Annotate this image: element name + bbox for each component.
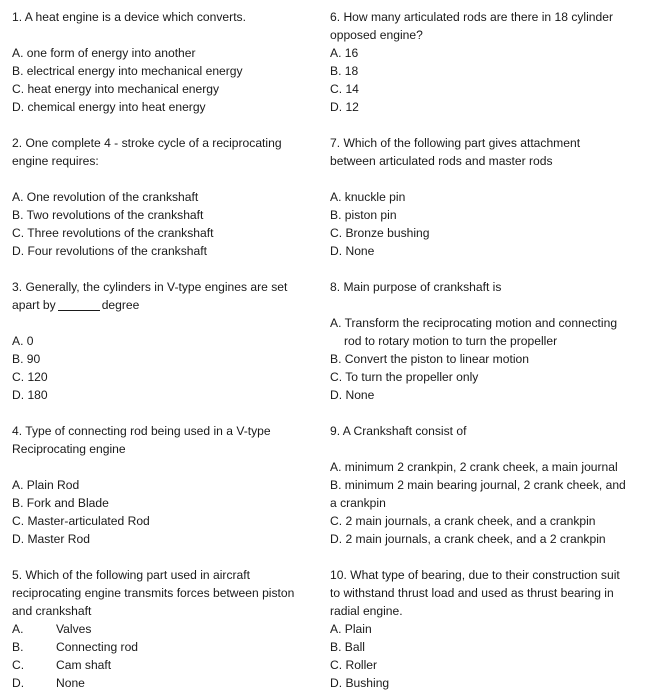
q10-option-b: B. Ball <box>330 640 365 654</box>
q9-option-a: A. minimum 2 crankpin, 2 crank cheek, a main journal <box>330 460 618 474</box>
q2-option-b: B. Two revolutions of the crankshaft <box>12 208 204 222</box>
q5-option-c-letter: C. <box>12 658 25 672</box>
q8-option-a: A. Transform the reciprocating motion and connecting <box>330 316 618 330</box>
q4-option-c: C. Master-articulated Rod <box>12 514 150 528</box>
q2-option-a: A. One revolution of the crankshaft <box>12 190 199 204</box>
question-10-cont2: radial engine. <box>330 604 403 618</box>
q5-option-b-text: Connecting rod <box>56 640 139 654</box>
q4-option-a: A. Plain Rod <box>12 478 80 492</box>
q5-option-b-letter: B. <box>12 640 24 654</box>
q5-option-d-text: None <box>56 676 85 690</box>
question-3-post: degree <box>101 298 140 312</box>
question-10-cont: to withstand thrust load and used as thrust bearing in <box>330 586 614 600</box>
q6-option-a: A. 16 <box>330 46 359 60</box>
right-column <box>330 8 642 692</box>
q1-option-c: C. heat energy into mechanical energy <box>12 82 220 96</box>
question-4-cont: Reciprocating engine <box>12 442 126 456</box>
q6-option-c: C. 14 <box>330 82 359 96</box>
question-2-cont: engine requires: <box>12 154 99 168</box>
q3-option-a: A. 0 <box>12 334 34 348</box>
q7-option-c: C. Bronze bushing <box>330 226 430 240</box>
q8-option-b: B. Convert the piston to linear motion <box>330 352 529 366</box>
q4-option-b: B. Fork and Blade <box>12 496 109 510</box>
q6-option-d: D. 12 <box>330 100 359 114</box>
q5-option-c-text: Cam shaft <box>56 658 112 672</box>
q3-option-b: B. 90 <box>12 352 41 366</box>
q4-option-d: D. Master Rod <box>12 532 90 546</box>
q5-option-c <box>12 656 318 674</box>
q8-option-c: C. To turn the propeller only <box>330 370 479 384</box>
q8-option-d: D. None <box>330 388 375 402</box>
question-1: 1. A heat engine is a device which converts. <box>12 10 246 24</box>
q5-option-b <box>12 638 318 656</box>
q5-option-a-letter: A. <box>12 622 24 636</box>
question-9: 9. A Crankshaft consist of <box>330 424 467 438</box>
q1-option-a: A. one form of energy into another <box>12 46 196 60</box>
question-2: 2. One complete 4 - stroke cycle of a reciprocating <box>12 136 282 150</box>
q5-option-a <box>12 620 318 638</box>
question-3-pre: apart by <box>12 298 56 312</box>
q10-option-d: D. Bushing <box>330 676 390 690</box>
question-3: 3. Generally, the cylinders in V-type engines are set <box>12 280 288 294</box>
q3-option-c: C. 120 <box>12 370 48 384</box>
answer-blank <box>58 298 100 311</box>
q9-option-c: C. 2 main journals, a crank cheek, and a crankpin <box>330 514 596 528</box>
q7-option-d: D. None <box>330 244 375 258</box>
q5-option-d <box>12 674 318 692</box>
question-7: 7. Which of the following part gives attachment <box>330 136 581 150</box>
question-3-cont <box>12 296 318 314</box>
q7-option-b: B. piston pin <box>330 208 397 222</box>
question-10: 10. What type of bearing, due to their construction suit <box>330 568 620 582</box>
q10-option-a: A. Plain <box>330 622 372 636</box>
question-4: 4. Type of connecting rod being used in a V-type <box>12 424 271 438</box>
q6-option-b: B. 18 <box>330 64 359 78</box>
q5-option-d-letter: D. <box>12 676 25 690</box>
q9-option-d: D. 2 main journals, a crank cheek, and a 2 crankpin <box>330 532 606 546</box>
q10-option-c: C. Roller <box>330 658 378 672</box>
question-5-cont: reciprocating engine transmits forces between piston <box>12 586 295 600</box>
q5-option-a-text: Valves <box>56 622 92 636</box>
question-7-cont: between articulated rods and master rods <box>330 154 553 168</box>
q7-option-a: A. knuckle pin <box>330 190 406 204</box>
question-6: 6. How many articulated rods are there in 18 cylinder <box>330 10 613 24</box>
q1-option-d: D. chemical energy into heat energy <box>12 100 206 114</box>
q9-option-b-cont: a crankpin <box>330 496 386 510</box>
left-column <box>12 8 318 692</box>
q2-option-c: C. Three revolutions of the crankshaft <box>12 226 214 240</box>
q8-option-a-cont: rod to rotary motion to turn the propeller <box>344 334 558 348</box>
question-6-cont: opposed engine? <box>330 28 423 42</box>
q2-option-d: D. Four revolutions of the crankshaft <box>12 244 207 258</box>
q3-option-d: D. 180 <box>12 388 48 402</box>
question-5: 5. Which of the following part used in aircraft <box>12 568 250 582</box>
q1-option-b: B. electrical energy into mechanical energy <box>12 64 243 78</box>
question-5-cont2: and crankshaft <box>12 604 92 618</box>
q9-option-b: B. minimum 2 main bearing journal, 2 crank cheek, and <box>330 478 626 492</box>
question-8: 8. Main purpose of crankshaft is <box>330 280 502 294</box>
